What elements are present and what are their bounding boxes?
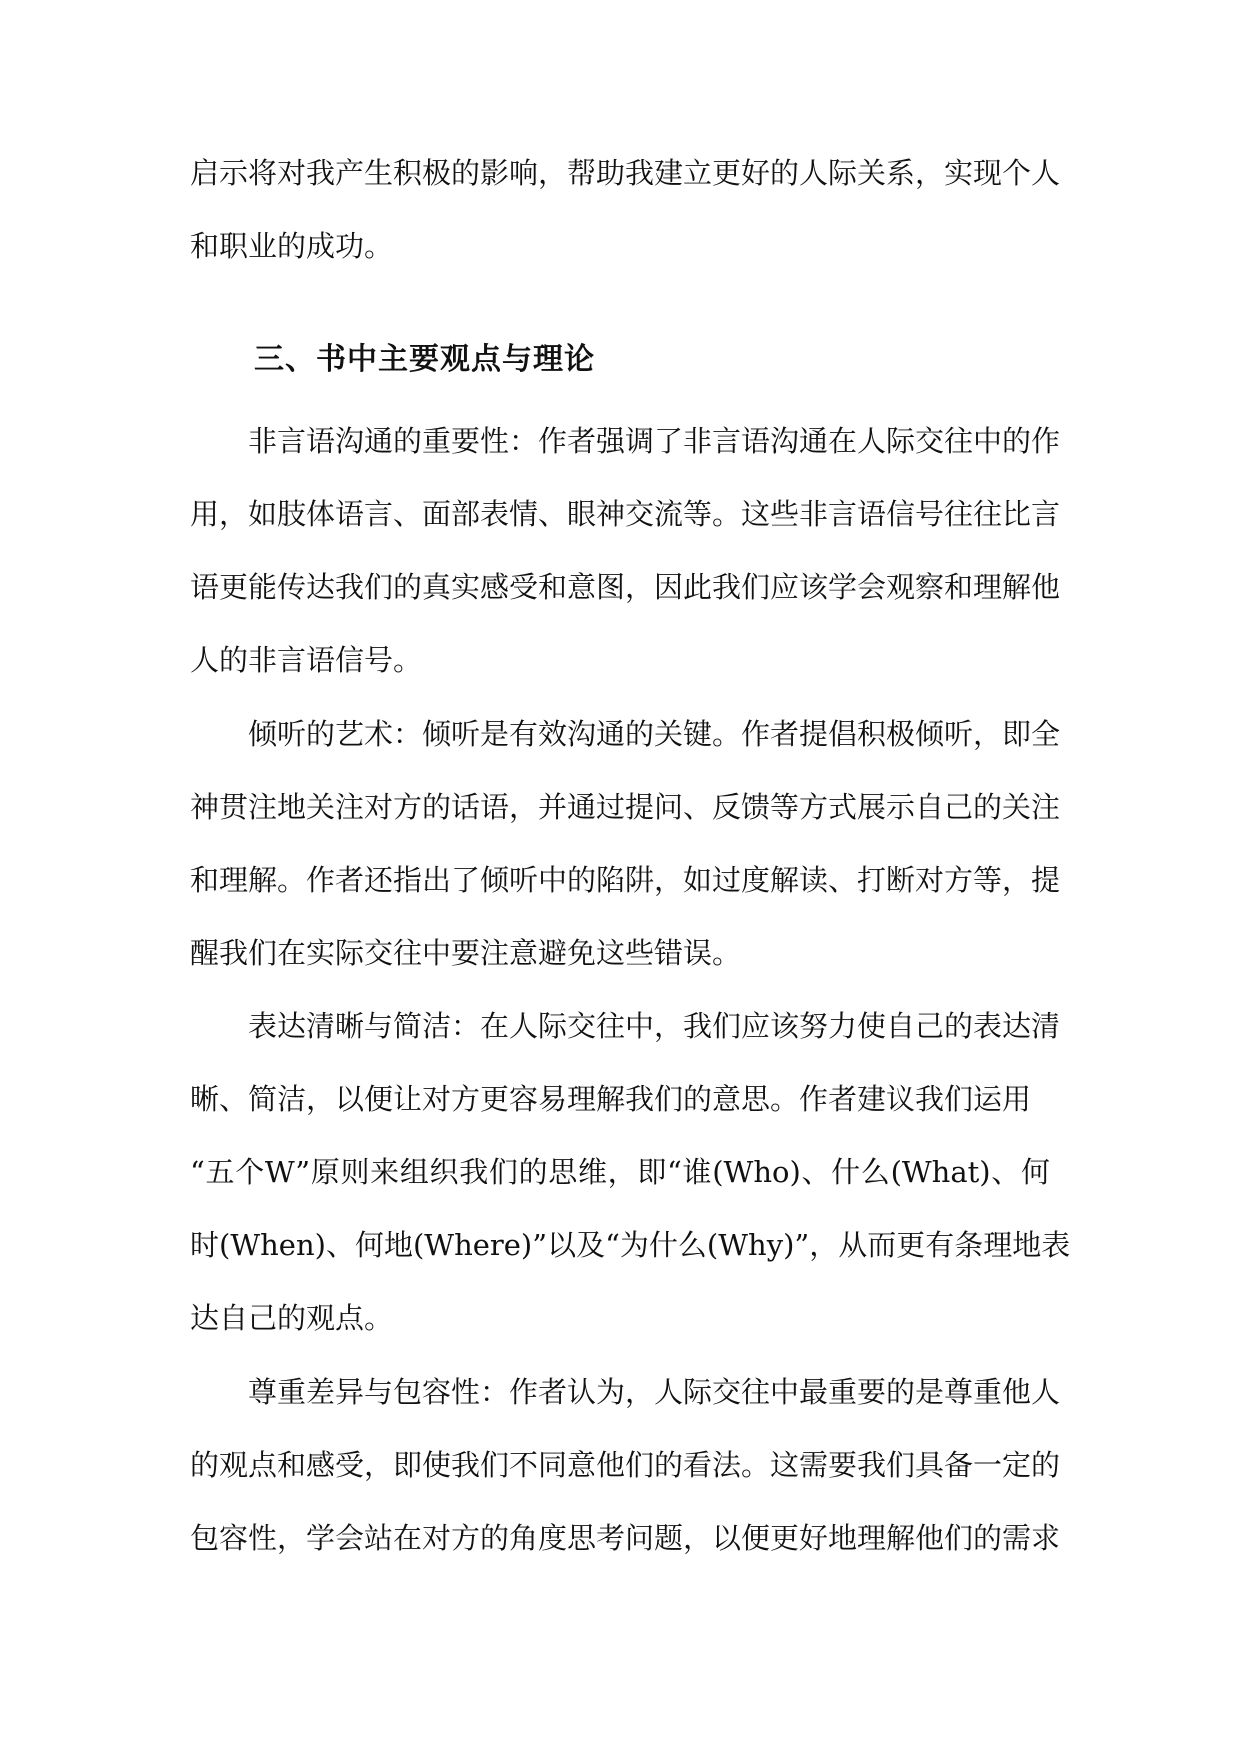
paragraph-line: 晰、简洁，以便让对方更容易理解我们的意思。作者建议我们运用	[190, 1082, 1032, 1116]
paragraph-line: 表达清晰与简洁：在人际交往中，我们应该努力使自己的表达清	[248, 1009, 1061, 1043]
paragraph-line: 的观点和感受，即使我们不同意他们的看法。这需要我们具备一定的	[190, 1448, 1061, 1482]
paragraph-line: 用，如肢体语言、面部表情、眼神交流等。这些非言语信号往往比言	[190, 497, 1061, 531]
paragraph-line: 人的非言语信号。	[190, 643, 423, 677]
paragraph-line: 和理解。作者还指出了倾听中的陷阱，如过度解读、打断对方等，提	[190, 863, 1061, 897]
paragraph-line: 倾听的艺术：倾听是有效沟通的关键。作者提倡积极倾听，即全	[248, 717, 1061, 751]
paragraph-line: 时(When)、何地(Where)”以及“为什么(Why)”，从而更有条理地表	[190, 1228, 1071, 1262]
paragraph-line: “五个W”原则来组织我们的思维，即“谁(Who)、什么(What)、何	[190, 1155, 1050, 1189]
paragraph-line: 和职业的成功。	[190, 229, 394, 263]
paragraph-line: 启示将对我产生积极的影响，帮助我建立更好的人际关系，实现个人	[190, 156, 1061, 190]
paragraph-line: 尊重差异与包容性：作者认为，人际交往中最重要的是尊重他人	[248, 1375, 1061, 1409]
paragraph-line: 醒我们在实际交往中要注意避免这些错误。	[190, 936, 742, 970]
paragraph-line: 非言语沟通的重要性：作者强调了非言语沟通在人际交往中的作	[248, 424, 1061, 458]
paragraph-line: 达自己的观点。	[190, 1301, 394, 1335]
paragraph-line: 神贯注地关注对方的话语，并通过提问、反馈等方式展示自己的关注	[190, 790, 1061, 824]
paragraph-line: 包容性，学会站在对方的角度思考问题，以便更好地理解他们的需求	[190, 1521, 1061, 1555]
section-heading: 三、书中主要观点与理论	[254, 342, 595, 377]
paragraph-line: 语更能传达我们的真实感受和意图，因此我们应该学会观察和理解他	[190, 570, 1061, 604]
